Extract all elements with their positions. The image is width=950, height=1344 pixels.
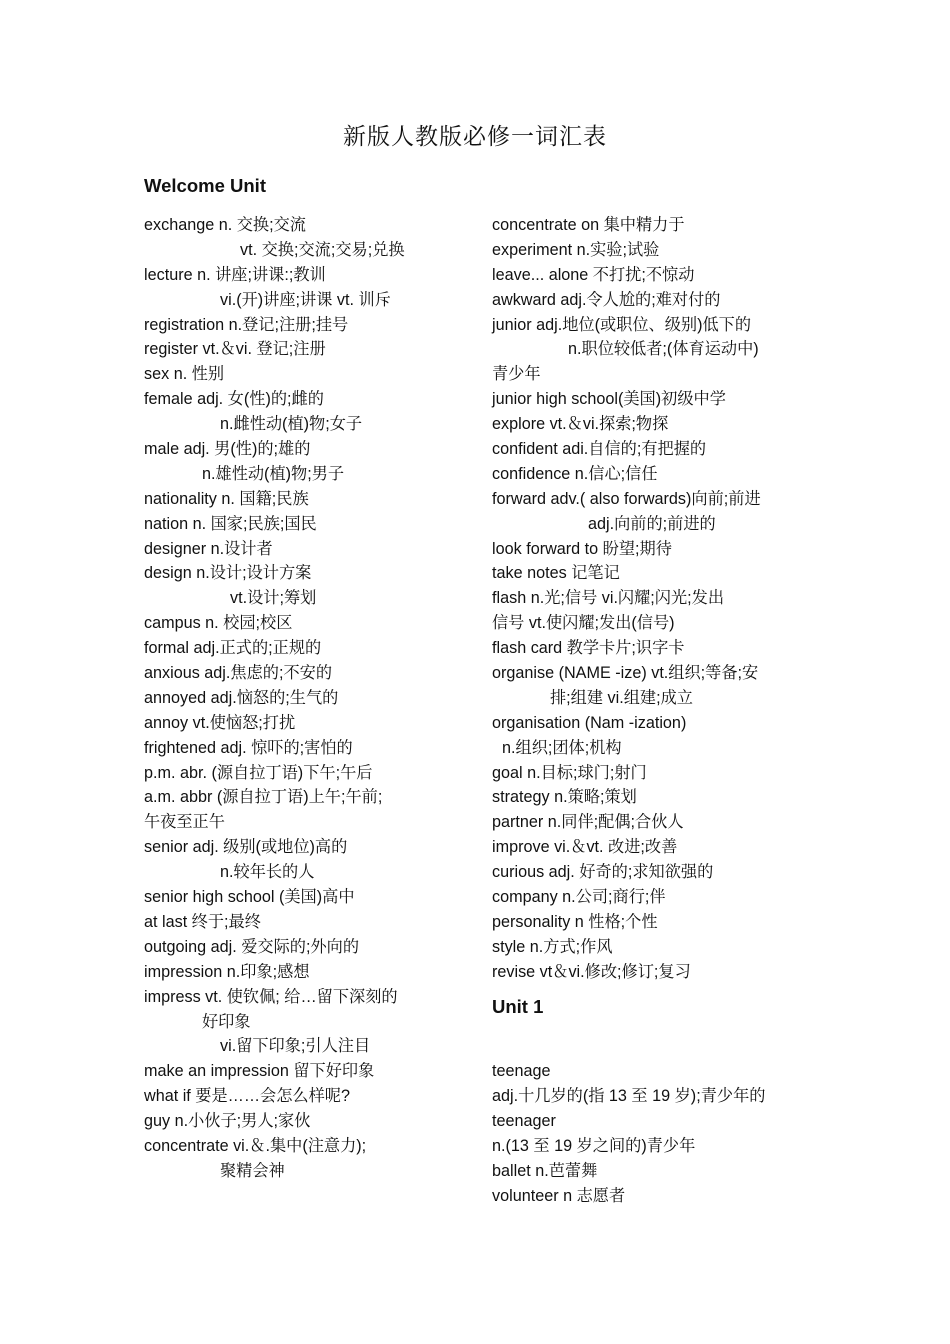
vocab-entry: 排;组建 vi.组建;成立 [550, 688, 693, 707]
vocab-entry: nation n. 国家;民族;国民 [144, 514, 317, 533]
vocab-entry: formal adj.正式的;正规的 [144, 639, 322, 658]
vocab-entry: concentrate vi.＆.集中(注意力); [144, 1136, 367, 1155]
vocab-entry: concentrate on 集中精力于 [492, 216, 685, 234]
vocab-entry: forward adv.( also forwards)向前;前进 [492, 489, 761, 508]
spacer [492, 1034, 822, 1059]
vocab-entry: 聚精会神 [220, 1161, 285, 1180]
vocab-entry: revise vt＆vi.修改;修订;复习 [492, 962, 691, 981]
vocab-entry: improve vi.＆vt. 改进;改善 [492, 838, 678, 857]
vocab-entry: n.组织;团体;机构 [502, 738, 622, 757]
vocab-entry: registration n.登记;注册;挂号 [144, 315, 349, 334]
vocab-entry: nationality n. 国籍;民族 [144, 489, 309, 508]
vocab-entry: confident adi.自信的;有把握的 [492, 440, 707, 459]
vocab-entry: junior adj.地位(或职位、级别)低下的 [492, 315, 752, 334]
vocab-column-left [144, 213, 484, 1184]
vocab-entry: campus n. 校园;校区 [144, 614, 293, 633]
vocab-entry: organise (NAME -ize) vt.组织;等备;安 [492, 664, 759, 683]
vocab-entry: annoy vt.使恼怒;打扰 [144, 713, 296, 732]
vocab-entry: 好印象 [202, 1012, 251, 1031]
vocab-entry: organisation (Nam -ization) [492, 713, 687, 732]
vocab-entry: frightened adj. 惊吓的;害怕的 [144, 738, 353, 757]
vocab-entry: ballet n.芭蕾舞 [492, 1161, 598, 1180]
vocab-entry: male adj. 男(性)的;雄的 [144, 440, 311, 459]
vocab-entry: adj.十几岁的(指 13 至 19 岁);青少年的 [492, 1087, 766, 1106]
vocab-entry: curious adj. 好奇的;求知欲强的 [492, 863, 714, 882]
vocab-entry: vt. 交换;交流;交易;兑换 [240, 240, 405, 259]
section-heading-welcome-unit: Welcome Unit [144, 175, 266, 196]
vocab-entry: guy n.小伙子;男人;家伙 [144, 1112, 311, 1131]
vocab-entry: impress vt. 使钦佩; 给…留下深刻的 [144, 987, 398, 1006]
vocab-entry: 信号 vt.使闪耀;发出(信号) [492, 614, 675, 633]
vocab-entry: goal n.目标;球门;射门 [492, 763, 647, 782]
vocab-entry: company n.公司;商行;伴 [492, 888, 666, 907]
vocab-entry: at last 终于;最终 [144, 912, 261, 931]
vocab-entry: vt.设计;筹划 [230, 589, 317, 608]
vocab-entry: n.雌性动(植)物;女子 [220, 415, 363, 434]
vocab-entry: annoyed adj.恼怒的;生气的 [144, 688, 339, 707]
vocab-entry: senior adj. 级别(或地位)高的 [144, 838, 348, 857]
vocab-entry: senior high school (美国)高中 [144, 888, 355, 907]
vocab-entry: n.雄性动(植)物;男子 [202, 464, 345, 483]
vocab-list-welcome-unit-continued [492, 213, 822, 985]
vocab-entry: explore vt.＆vi.探索;物探 [492, 415, 669, 434]
vocab-entry: style n.方式;作风 [492, 937, 613, 956]
vocab-entry: junior high school(美国)初级中学 [492, 390, 726, 409]
vocab-entry: look forward to 盼望;期待 [492, 539, 672, 558]
vocab-entry: register vt.＆vi. 登记;注册 [144, 340, 326, 359]
page-title: 新版人教版必修一词汇表 [343, 124, 607, 150]
vocab-column-right [492, 213, 822, 1209]
vocab-entry: personality n 性格;个性 [492, 912, 658, 931]
vocab-entry: designer n.设计者 [144, 539, 273, 558]
vocab-entry: a.m. abbr (源自拉丁语)上午;午前; [144, 788, 383, 807]
vocab-entry: take notes 记笔记 [492, 564, 620, 583]
vocab-list-unit-1 [492, 1059, 822, 1208]
vocab-entry: experiment n.实验;试验 [492, 240, 660, 259]
vocab-entry: awkward adj.令人尬的;难对付的 [492, 290, 721, 309]
vocab-entry: leave... alone 不打扰;不惊动 [492, 265, 695, 284]
vocab-entry: exchange n. 交换;交流 [144, 216, 306, 234]
vocab-entry: vi.留下印象;引人注目 [220, 1037, 371, 1056]
vocab-entry: flash card 教学卡片;识字卡 [492, 639, 685, 658]
vocab-entry: 午夜至正午 [144, 813, 225, 832]
vocab-entry: design n.设计;设计方案 [144, 564, 312, 583]
vocab-entry: strategy n.策略;策划 [492, 788, 637, 807]
vocab-entry: n.(13 至 19 岁之间的)青少年 [492, 1136, 696, 1155]
vocab-entry: p.m. abr. (源自拉丁语)下午;午后 [144, 763, 373, 782]
vocab-entry: partner n.同伴;配偶;合伙人 [492, 813, 684, 832]
vocab-entry: n.职位较低者;(体育运动中) [568, 340, 759, 359]
vocab-entry: n.较年长的人 [220, 863, 315, 882]
vocab-entry: volunteer n 志愿者 [492, 1186, 626, 1205]
section-heading-unit-1: Unit 1 [492, 995, 544, 1017]
vocab-entry: teenager [492, 1112, 556, 1131]
vocab-entry: sex n. 性别 [144, 365, 225, 384]
vocab-entry: confidence n.信心;信任 [492, 464, 658, 483]
vocab-entry: flash n.光;信号 vi.闪耀;闪光;发出 [492, 589, 725, 608]
vocab-entry: outgoing adj. 爱交际的;外向的 [144, 937, 360, 956]
vocab-entry: lecture n. 讲座;讲课:;教训 [144, 265, 326, 284]
vocab-entry: adj.向前的;前进的 [588, 514, 716, 533]
vocab-entry: 青少年 [492, 365, 541, 384]
vocab-entry: what if 要是……会怎么样呢? [144, 1087, 350, 1106]
vocab-entry: vi.(开)讲座;讲课 vt. 训斥 [220, 290, 391, 309]
vocab-entry: teenage [492, 1062, 551, 1081]
vocab-entry: make an impression 留下好印象 [144, 1062, 375, 1081]
vocab-entry: impression n.印象;感想 [144, 962, 310, 981]
vocab-entry: female adj. 女(性)的;雌的 [144, 390, 324, 409]
vocab-entry: anxious adj.焦虑的;不安的 [144, 664, 333, 683]
